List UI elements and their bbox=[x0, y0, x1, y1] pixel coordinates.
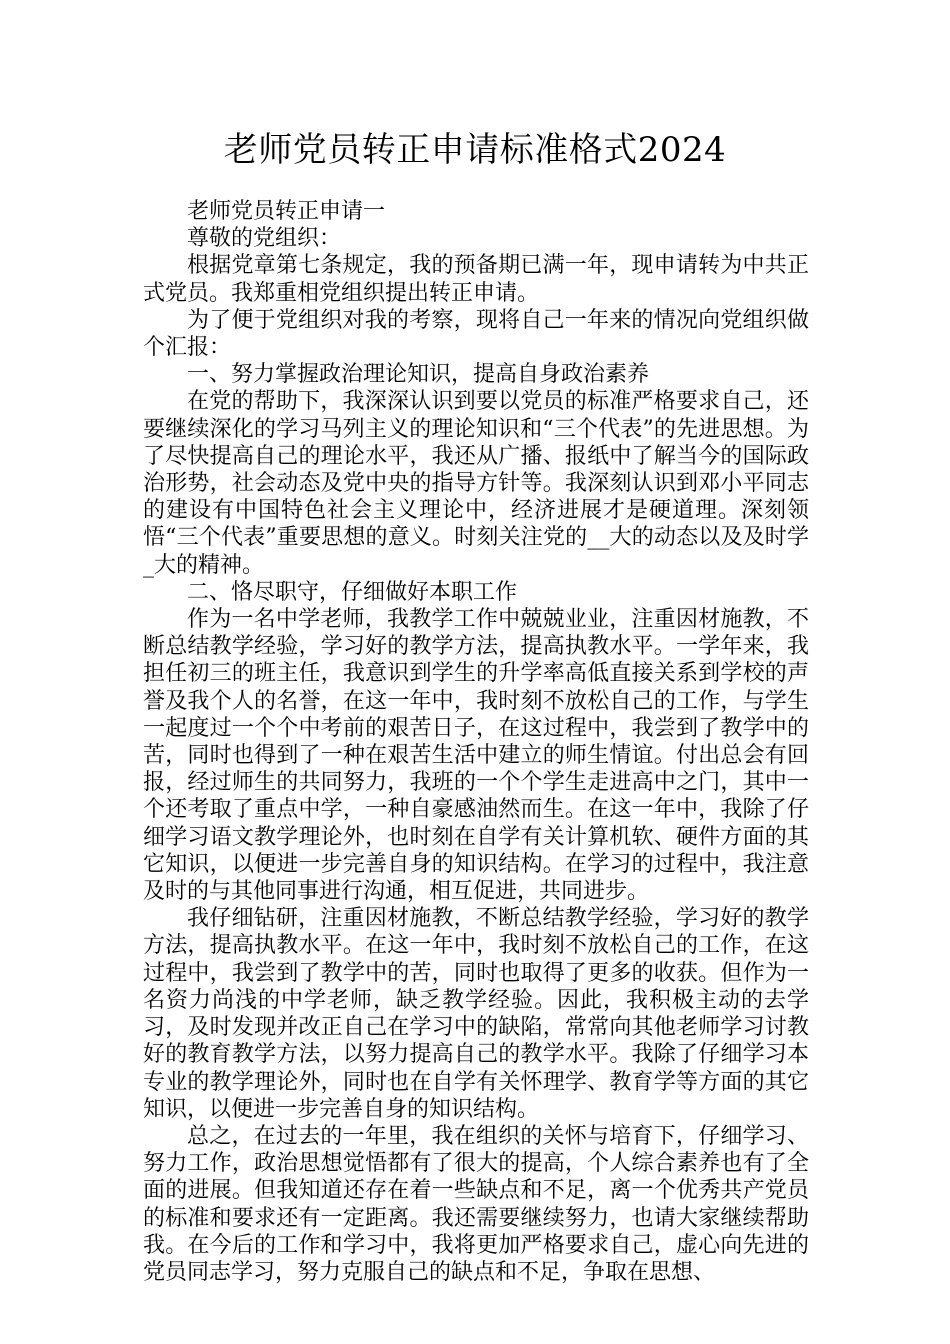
paragraph: 总之，在过去的一年里，我在组织的关怀与培育下，仔细学习、努力工作，政治思想觉悟都有了很大的提高，个人综合素养也有了全面的进展。但我知道还存在着一些缺点和不足，离一个优秀共产党员的标准和要求还有一定距离。我还需要继续努力，也请大家继续帮助我。在今后的工作和学习中，我将更加严格要求自己，虚心向先进的党员同志学习，努力克服自己的缺点和不足，争取在思想、 bbox=[143, 1123, 809, 1285]
paragraph: 我仔细钻研，注重因材施教，不断总结教学经验，学习好的教学方法，提高执教水平。在这一年中，我时刻不放松自己的工作，在这过程中，我尝到了教学中的苦，同时也取得了更多的收获。但作为一名资力尚浅的中学老师，缺乏教学经验。因此，我积极主动的去学习，及时发现并改正自己在学习中的缺陷，常常向其他老师学习讨教好的教育教学方法，以努力提高自己的教学水平。我除了仔细学习本专业的教学理论外，同时也在自学有关怀理学、教育学等方面的其它知识，以便进一步完善自身的知识结构。 bbox=[143, 906, 809, 1122]
paragraph-subtitle: 老师党员转正申请一 bbox=[187, 199, 386, 224]
paragraph: 根据党章第七条规定，我的预备期已满一年，现申请转为中共正式党员。我郑重相党组织提出转正申请。 bbox=[143, 253, 809, 306]
paragraph-salutation: 尊敬的党组织： bbox=[187, 226, 342, 252]
section-heading: 二、恪尽职守，仔细做好本职工作 bbox=[187, 579, 518, 605]
paragraph: 在党的帮助下，我深深认识到要以党员的标准严格要求自己，还要继续深化的学习马列主义的理论知识和“三个代表”的先进思想。为了尽快提高自己的理论水平，我还从广播、报纸中了解当今的国际政治形势，社会动态及党中央的指导方针等。我深刻认识到邓小平同志的建设有中国特色社会主义理论中，经济进展才是硬道理。深刻领悟“三个代表”重要思想的意义。时刻关注党的__大的动态以及及时学_大的精神。 bbox=[143, 389, 809, 578]
document-title: 老师党员转正申请标准格式2024 bbox=[223, 130, 727, 170]
document-body bbox=[143, 198, 809, 1286]
section-heading: 一、努力掌握政治理论知识，提高自身政治素养 bbox=[187, 362, 650, 388]
paragraph: 为了便于党组织对我的考察，现将自己一年来的情况向党组织做个汇报： bbox=[143, 307, 809, 361]
paragraph: 作为一名中学老师，我教学工作中兢兢业业，注重因材施教，不断总结教学经验，学习好的教学方法，提高执教水平。一学年来，我担任初三的班主任，我意识到学生的升学率高低直接关系到学校的声誉及我个人的名誉，在这一年中，我时刻不放松自己的工作，与学生一起度过一个个中考前的艰苦日子，在这过程中，我尝到了教学中的苦，同时也得到了一种在艰苦生活中建立的师生情谊。付出总会有回报，经过师生的共同努力，我班的一个个学生走进高中之门，其中一个还考取了重点中学，一种自豪感油然而生。在这一年中，我除了仔细学习语文教学理论外，也时刻在自学有关计算机软、硬件方面的其它知识，以便进一步完善自身的知识结构。在学习的过程中，我注意及时的与其他同事进行沟通，相互促进，共同进步。 bbox=[143, 607, 809, 905]
